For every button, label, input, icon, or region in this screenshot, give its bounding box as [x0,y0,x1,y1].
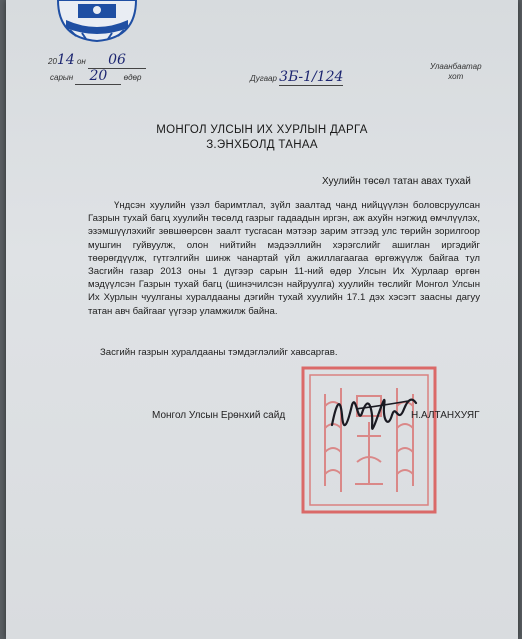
document-number [250,69,343,86]
signer-title: Монгол Улсын Ерөнхий сайд [152,410,286,421]
date-day-handwritten: 20 [89,68,108,84]
city [430,62,482,82]
date-year-prefix: 20 [48,57,57,66]
document-number-label: Дугаар [250,74,277,83]
letter-page [6,0,518,639]
city-line1: Улаанбаатар [430,62,482,71]
date-month-handwritten: 06 [108,52,126,68]
letter-body: Үндсэн хуулийн үзэл баримтлал, зүйл заалтад чанд нийцүүлэн боловсруулсан Газрын тухай багц хуулийн төсөлд газрыг гадаадын иргэн, аж ахуйн нэгжид өмчлүүлэх, эзэмшүүлэхийг зөвшөөрсөн заалт тусгасан мэтээр зарим этгээд улс төрийн зорилгоор мушгин гуйвуулж, олон нийтийн мэдээллийн хэрэгслийг ашиглан иргэдийг төөрөгдүүлж, гүтгэлгийн шинж чанартай үйл ажиллагаагаа өргөжүүлж байгаа тул Засгийн газар 2013 оны 1 дүгээр сарын 11-ний өдөр Улсын Их Хурлаар өргөн мэдүүлсэн Газрын тухай багц (шинэчилсэн найруулга) хуулийн төслийг Монгол Улсын Их Хурлын чуулганы хуралдааны дэгийн тухай хуулийн 17.1 дэх хэсэгт заасны дагуу татан авч байгааг үүгээр уламжилж байна. [88,200,480,317]
date-year-handwritten: 14 [56,52,75,68]
date-year-suffix: он [76,57,86,66]
document-number-handwritten: 3Б-1/124 [279,69,344,85]
date-day-suffix: өдөр [123,73,142,82]
attachment-note: Засгийн газрын хуралдааны тэмдэглэлийг хавсаргав. [100,347,338,358]
letter-subject: Хуулийн төсөл татан авах тухай [322,176,471,187]
addressee-line2: З.ЭНХБОЛД ТАНАА [206,139,318,151]
city-line2: хот [448,72,464,81]
signer-name: Н.АЛТАНХУЯГ [411,410,480,421]
date-day-line [50,68,141,85]
addressee-line1: МОНГОЛ УЛСЫН ИХ ХУРЛЫН ДАРГА [156,124,368,136]
date-year-line [48,52,146,69]
date-day-prefix: сарын [50,73,74,82]
state-emblem-icon [56,0,138,42]
